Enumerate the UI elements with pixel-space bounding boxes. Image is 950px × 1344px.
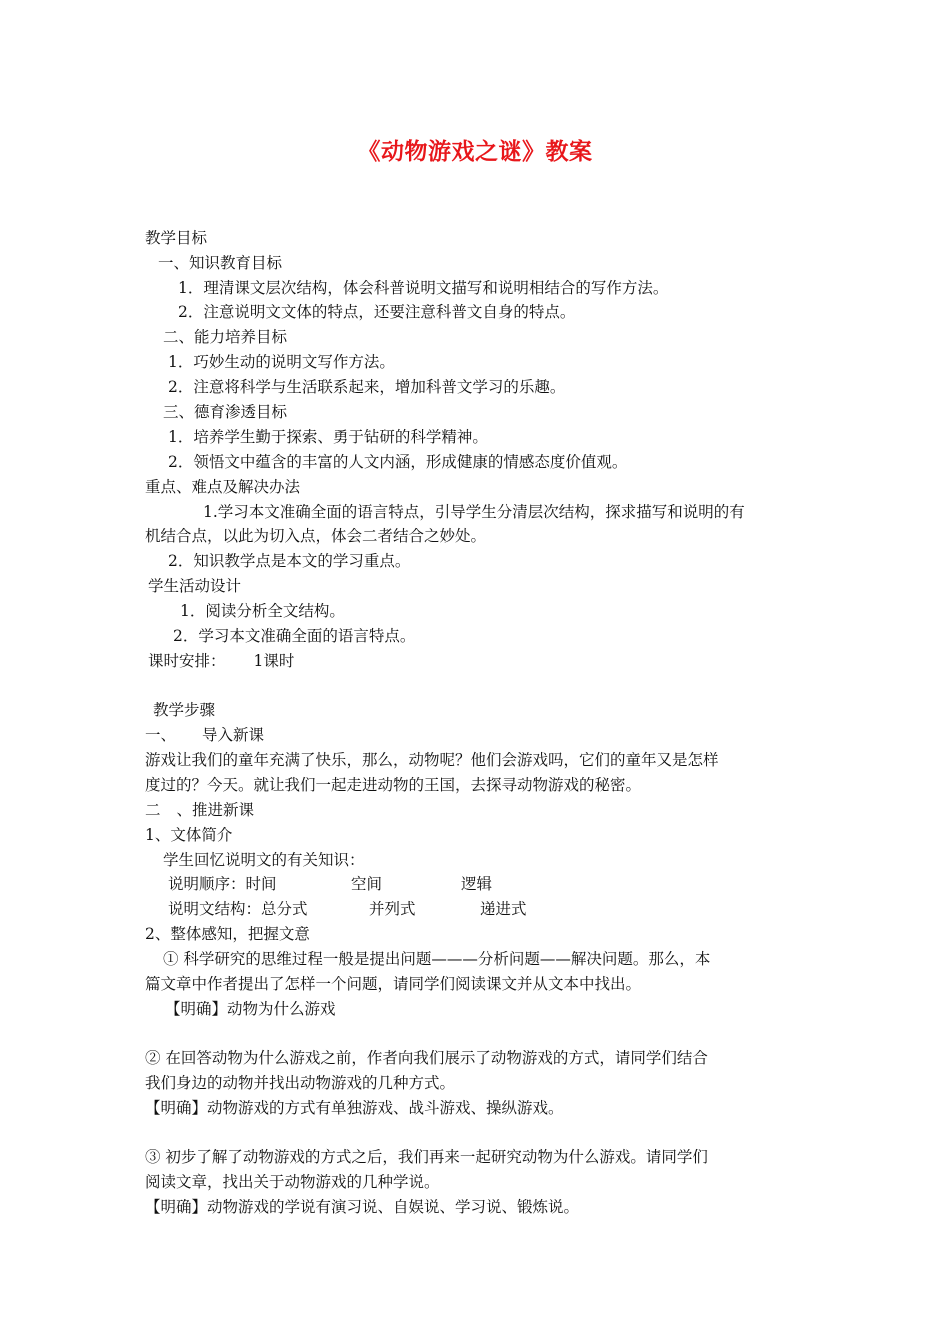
paragraph-line: 学生回忆说明文的有关知识：: [163, 851, 365, 869]
subheading-genre: 1、文体简介: [145, 826, 233, 844]
order-label: 说明顺序：时间: [168, 875, 277, 893]
step-two-title: 、推进新课: [176, 801, 255, 819]
schedule-value: 1课时: [253, 652, 295, 670]
paragraph-line: 篇文章中作者提出了怎样一个问题，请同学们阅读课文并从文本中找出。: [145, 975, 642, 993]
section-heading-activities: 学生活动设计: [148, 577, 242, 595]
paragraph-line: ③ 初步了解了动物游戏的方式之后，我们再来一起研究动物为什么游戏。请同学们: [145, 1148, 708, 1166]
subheading-ability: 二、能力培养目标: [163, 328, 288, 346]
order-row: [168, 874, 493, 894]
answer-line: 【明确】动物游戏的学说有演习说、自娱说、学习说、锻炼说。: [145, 1198, 580, 1216]
paragraph-line: ② 在回答动物为什么游戏之前，作者向我们展示了动物游戏的方式，请同学们结合: [145, 1049, 708, 1067]
list-item: 1．理清课文层次结构，体会科普说明文描写和说明相结合的写作方法。: [178, 279, 669, 297]
step-one-heading: [145, 725, 264, 745]
paragraph-line: 游戏让我们的童年充满了快乐，那么，动物呢？他们会游戏吗，它们的童年又是怎样: [145, 751, 719, 769]
order-logic: 逻辑: [461, 875, 493, 893]
paragraph-line: 度过的？今天。就让我们一起走进动物的王国，去探寻动物游戏的秘密。: [145, 776, 642, 794]
step-two-number: 二: [145, 801, 161, 819]
paragraph-line: 1.学习本文准确全面的语言特点，引导学生分清层次结构，探求描写和说明的有: [203, 503, 745, 521]
section-heading-objectives: 教学目标: [145, 229, 208, 247]
list-item: 1．巧妙生动的说明文写作方法。: [168, 353, 395, 371]
structure-parallel: 并列式: [369, 900, 416, 918]
answer-line: 【明确】动物游戏的方式有单独游戏、战斗游戏、操纵游戏。: [145, 1099, 564, 1117]
list-item: 1．培养学生勤于探索、勇于钻研的科学精神。: [168, 428, 488, 446]
section-heading-steps: 教学步骤: [153, 701, 216, 719]
structure-label: 说明文结构：总分式: [168, 900, 308, 918]
structure-progressive: 递进式: [480, 900, 527, 918]
list-item: 2．领悟文中蕴含的丰富的人文内涵，形成健康的情感态度价值观。: [168, 453, 628, 471]
structure-row: [168, 899, 527, 919]
list-item: 2．学习本文准确全面的语言特点。: [173, 627, 416, 645]
schedule-label: 课时安排：: [148, 652, 226, 670]
order-space: 空间: [351, 875, 383, 893]
subheading-overall: 2、整体感知，把握文意: [145, 925, 310, 943]
step-one-title: 导入新课: [202, 726, 265, 744]
answer-line: 【明确】动物为什么游戏: [165, 1000, 336, 1018]
schedule-line: [148, 651, 294, 671]
paragraph-line: 阅读文章，找出关于动物游戏的几种学说。: [145, 1173, 440, 1191]
list-item: 2．知识教学点是本文的学习重点。: [168, 552, 411, 570]
paragraph-line: 机结合点，以此为切入点，体会二者结合之妙处。: [145, 527, 487, 545]
list-item: 2．注意将科学与生活联系起来，增加科普文学习的乐趣。: [168, 378, 566, 396]
step-one-number: 一、: [145, 726, 177, 744]
list-item: 1．阅读分析全文结构。: [180, 602, 345, 620]
step-two-heading: [145, 800, 254, 820]
subheading-knowledge: 一、知识教育目标: [158, 254, 283, 272]
subheading-moral: 三、德育渗透目标: [163, 403, 288, 421]
page-title: 《动物游戏之谜》教案: [357, 138, 593, 165]
section-heading-keypoints: 重点、难点及解决办法: [145, 478, 301, 496]
paragraph-line: 我们身边的动物并找出动物游戏的几种方式。: [145, 1074, 456, 1092]
list-item: 2．注意说明文文体的特点，还要注意科普文自身的特点。: [178, 303, 576, 321]
paragraph-line: ① 科学研究的思维过程一般是提出问题———分析问题——解决问题。那么，本: [163, 950, 711, 968]
